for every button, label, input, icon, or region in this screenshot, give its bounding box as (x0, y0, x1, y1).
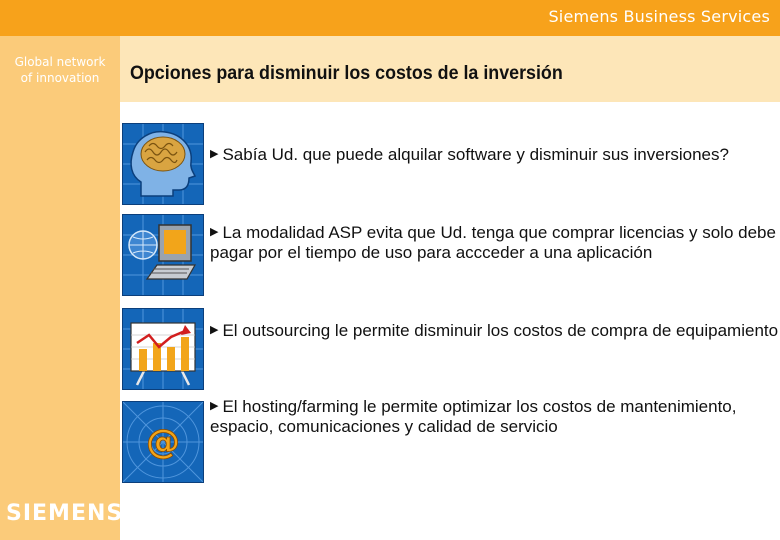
bullet-arrow-icon: ▶ (210, 226, 219, 238)
brain-head-icon (122, 123, 204, 205)
slide-title: Opciones para disminuir los costos de la inversión (130, 63, 563, 84)
bullet-item (210, 222, 780, 263)
computer-globe-icon (122, 214, 204, 296)
bullet-text: Sabía Ud. que puede alquilar software y disminuir sus inversiones? (222, 145, 729, 164)
title-bar (120, 36, 780, 102)
sidebar-tagline: Global network of innovation (14, 55, 106, 85)
growth-chart-icon (122, 308, 204, 390)
bullet-text: La modalidad ASP evita que Ud. tenga que comprar licencias y solo debe pagar por el tiempo de uso para accceder a una aplicación (210, 223, 776, 262)
header-bar (0, 0, 780, 36)
bullet-arrow-icon: ▶ (210, 400, 219, 412)
bullet-arrow-icon: ▶ (210, 148, 219, 160)
bullet-text: El hosting/farming le permite optimizar los costos de mantenimiento, espacio, comunicaciones y calidad de servicio (210, 397, 737, 436)
bullet-item (210, 320, 780, 341)
brand-text: Siemens Business Services (548, 7, 770, 26)
bullet-arrow-icon: ▶ (210, 324, 219, 336)
bullet-text: El outsourcing le permite disminuir los costos de compra de equipamiento (222, 321, 779, 340)
bullet-item (210, 144, 780, 165)
siemens-logo: SIEMENS (6, 501, 124, 526)
sidebar (0, 36, 124, 540)
bullet-item (210, 396, 780, 437)
at-sign-icon (122, 401, 204, 483)
svg-text:@: @ (146, 422, 180, 462)
